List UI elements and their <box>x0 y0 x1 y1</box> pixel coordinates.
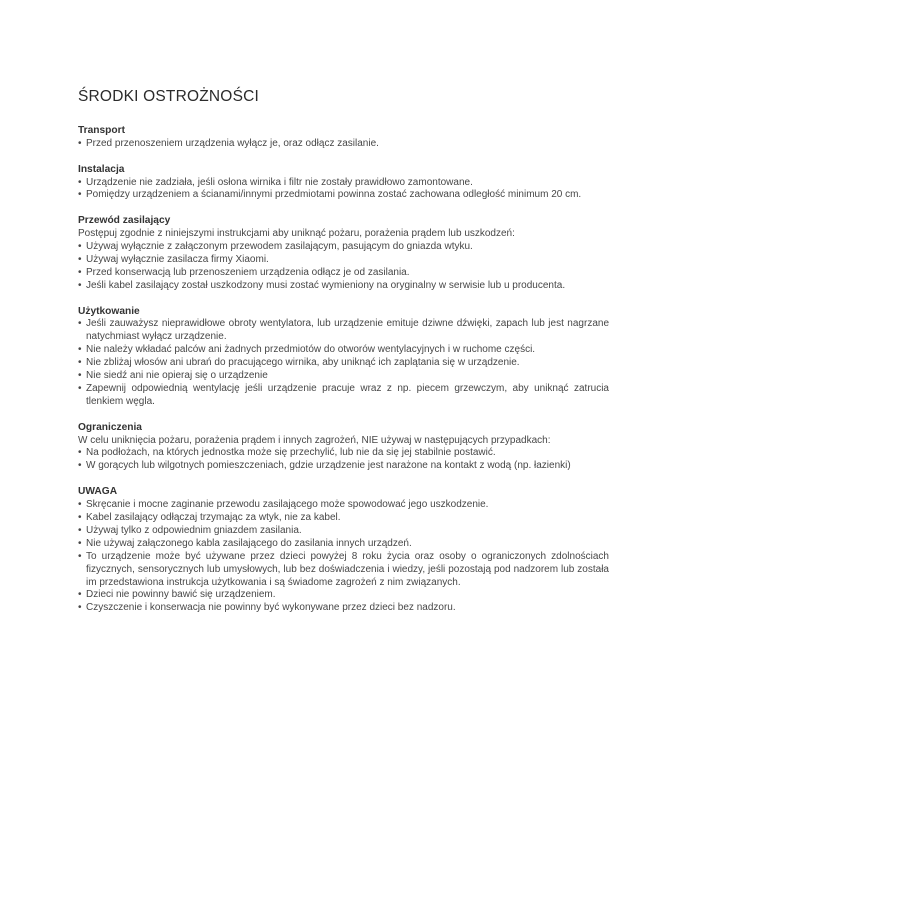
bullet-icon: • <box>78 447 82 459</box>
bullet-icon: • <box>78 279 82 291</box>
list-item <box>78 589 609 602</box>
list-item <box>78 447 609 460</box>
list-item-text: Przed przenoszeniem urządzenia wyłącz je, oraz odłącz zasilanie. <box>86 137 379 149</box>
list-item <box>78 267 609 280</box>
section <box>78 306 609 409</box>
section <box>78 164 609 203</box>
list-item-text: Używaj tylko z odpowiednim gniazdem zasilania. <box>86 524 302 536</box>
list-item <box>78 189 609 202</box>
section-heading: Użytkowanie <box>78 305 140 317</box>
bullet-icon: • <box>78 382 82 394</box>
list-item-text: Nie należy wkładać palców ani żadnych przedmiotów do otworów wentylacyjnych i w ruchome części. <box>86 344 536 356</box>
list-item-text: Zapewnij odpowiednią wentylację jeśli urządzenie pracuje wraz z np. piecem grzewczym, aby uniknąć zatrucia tlenkiem węgla. <box>86 382 609 407</box>
section-heading: Przewód zasilający <box>78 215 171 227</box>
section-heading: Transport <box>78 125 125 136</box>
bullet-icon: • <box>78 512 82 523</box>
bullet-icon: • <box>78 460 82 472</box>
section-intro: Postępuj zgodnie z niniejszymi instrukcjami aby uniknąć pożaru, porażenia prądem lub uszkodzeń: <box>78 228 515 240</box>
list-item-text: To urządzenie może być używane przez dzieci powyżej 8 roku życia oraz osoby o ograniczonych zdolnościach fizycznych, sensorycznych lub umysłowych, lub bez doświadczenia i wiedzy, jeśli pozostają pod nadzorem lub została im przedstawiona instrukcja użytkowania i są świadome zagrożeń z nim związanych. <box>86 550 609 588</box>
bullet-list <box>78 447 609 473</box>
list-item <box>78 512 609 525</box>
list-item <box>78 525 609 538</box>
list-item-text: Nie siedź ani nie opieraj się o urządzenie <box>86 370 268 382</box>
list-item <box>78 538 609 551</box>
section-intro: W celu uniknięcia pożaru, porażenia prądem i innych zagrożeń, NIE używaj w następujących przypadkach: <box>78 434 551 446</box>
section <box>78 125 609 151</box>
list-item <box>78 344 609 357</box>
bullet-list <box>78 499 609 615</box>
bullet-icon: • <box>78 537 82 549</box>
section-heading: Instalacja <box>78 163 125 175</box>
list-item-text: Używaj wyłącznie z załączonym przewodem zasilającym, pasującym do gniazda wtyku. <box>86 241 473 253</box>
bullet-list <box>78 177 609 203</box>
list-item <box>78 318 609 344</box>
section-heading: Ograniczenia <box>78 421 142 433</box>
section <box>78 422 609 474</box>
list-item-text: Nie zbliżaj włosów ani ubrań do pracującego wirnika, aby uniknąć ich zaplątania się w urządzenie. <box>86 357 520 369</box>
bullet-icon: • <box>78 499 82 511</box>
list-item-text: Urządzenie nie zadziała, jeśli osłona wirnika i filtr nie zostały prawidłowo zamontowane. <box>86 176 473 188</box>
bullet-icon: • <box>78 253 82 265</box>
list-item <box>78 460 609 473</box>
list-item <box>78 383 609 409</box>
bullet-icon: • <box>78 524 82 536</box>
list-item-text: Nie używaj załączonego kabla zasilającego do zasilania innych urządzeń. <box>86 537 412 549</box>
document-page <box>78 88 609 628</box>
list-item-text: Czyszczenie i konserwacja nie powinny być wykonywane przez dzieci bez nadzoru. <box>86 602 456 614</box>
section <box>78 215 609 292</box>
bullet-icon: • <box>78 189 82 201</box>
list-item <box>78 254 609 267</box>
list-item-text: Skręcanie i mocne zaginanie przewodu zasilającego może spowodować jego uszkodzenie. <box>86 499 489 511</box>
bullet-icon: • <box>78 370 82 382</box>
list-item-text: Używaj wyłącznie zasilacza firmy Xiaomi. <box>86 253 269 265</box>
bullet-list <box>78 241 609 293</box>
sections-container <box>78 125 609 615</box>
section-heading: UWAGA <box>78 486 118 498</box>
bullet-icon: • <box>78 589 82 601</box>
page-title: ŚRODKI OSTROŻNOŚCI <box>78 88 260 105</box>
bullet-icon: • <box>78 550 82 562</box>
list-item <box>78 602 609 615</box>
list-item <box>78 551 609 590</box>
list-item-text: Kabel zasilający odłączaj trzymając za wtyk, nie za kabel. <box>86 512 341 523</box>
list-item <box>78 138 609 151</box>
list-item <box>78 280 609 293</box>
list-item-text: W gorących lub wilgotnych pomieszczeniach, gdzie urządzenie jest narażone na kontakt z wodą (np. łazienki) <box>86 460 571 472</box>
list-item-text: Pomiędzy urządzeniem a ścianami/innymi przedmiotami powinna zostać zachowana odległość minimum 20 cm. <box>86 189 582 201</box>
list-item-text: Dzieci nie powinny bawić się urządzeniem. <box>86 589 276 601</box>
list-item-text: Jeśli zauważysz nieprawidłowe obroty wentylatora, lub urządzenie emituje dziwne dźwięki, zapach lub jest nagrzane natychmiast wyłącz urządzenie. <box>86 318 609 343</box>
list-item <box>78 177 609 190</box>
bullet-icon: • <box>78 176 82 188</box>
bullet-icon: • <box>78 266 82 278</box>
bullet-icon: • <box>78 357 82 369</box>
list-item <box>78 357 609 370</box>
bullet-icon: • <box>78 344 82 356</box>
section <box>78 486 609 615</box>
bullet-list <box>78 318 609 408</box>
bullet-icon: • <box>78 241 82 253</box>
list-item-text: Jeśli kabel zasilający został uszkodzony musi zostać wymieniony na oryginalny w serwisie lub u producenta. <box>86 279 566 291</box>
list-item-text: Przed konserwacją lub przenoszeniem urządzenia odłącz je od zasilania. <box>86 266 410 278</box>
list-item <box>78 499 609 512</box>
bullet-icon: • <box>78 137 82 149</box>
bullet-icon: • <box>78 602 82 614</box>
list-item <box>78 370 609 383</box>
list-item-text: Na podłożach, na których jednostka może się przechylić, lub nie da się jej stabilnie postawić. <box>86 447 496 459</box>
list-item <box>78 241 609 254</box>
bullet-icon: • <box>78 318 82 330</box>
bullet-list <box>78 138 609 151</box>
